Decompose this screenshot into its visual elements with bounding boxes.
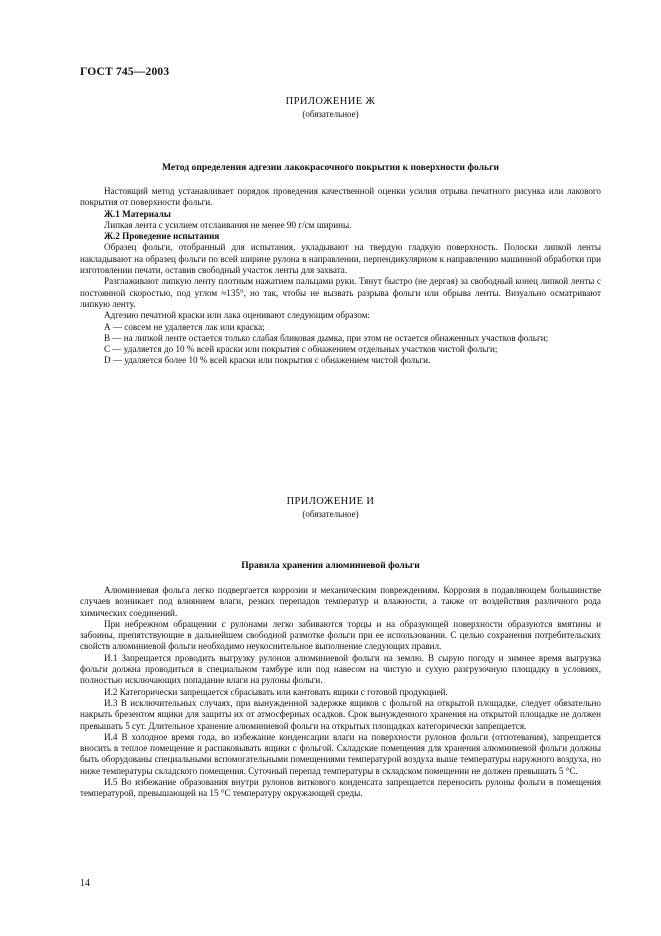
appendix-zh-subtitle: (обязательное): [302, 109, 359, 119]
paragraph: С — удаляется до 10 % всей краски или покрытия с обнажением отдельных участков чистой фольги;: [104, 344, 498, 355]
paragraph: И.3 В исключительных случаях, при вынужденной задержке ящиков с фольгой на открытой площадке, следует обязательно накрыть брезентом ящики для защиты их от атмосферных осадков. Срок вынужденного хранения на открытой площадке не должен превышать 5 сут. Длительное хранение алюминиевой фольги на открытых площадках категорически запрещается.: [80, 697, 601, 731]
paragraph: И.1 Запрещается проводить выгрузку рулонов алюминиевой фольги на землю. В сырую погоду и зимнее время выгрузка фольги должна проводиться в специальном тамбуре или под навесом на чистую и сухую разгрузочную площадку в условиях, полностью исключающих попадание влаги на рулоны фольги.: [80, 652, 601, 686]
paragraph: Образец фольги, отобранный для испытания, укладывают на твердую гладкую поверхность. Полоски липкой ленты накладывают на образец фольги по всей ширине рулона в направлении, перпендикулярном к направлению машинной обработки при изготовлении печати, оставив свободный участок ленты для захвата.: [80, 242, 601, 276]
paragraph: При небрежном обращении с рулонами легко забиваются торцы и на образующей поверхности образуются вмятины и забоины, препятствующие в дальнейшем свободной размотке фольги при ее использовании. С целью сохранения потребительских свойств алюминиевой фольги необходимо неукоснительное выполнение следующих правил.: [80, 618, 601, 652]
paragraph: Алюминиевая фольга легко подвергается коррозии и механическим повреждениям. Коррозия в подавляющем большинстве случаев возникает под влиянием влаги, резких перепадов температур и влажности, а также от воздействия различного рода химических соединений.: [80, 585, 601, 618]
paragraph: В — на липкой ленте остается только слабая бликовая дымка, при этом не остается обнаженных участков фольги;: [104, 332, 549, 343]
paragraph: И.5 Во избежание образования внутри рулонов виткового конденсата запрещается переносить рулоны фольги в помещения температурой, превышающей на 15 °С температуру окружающей среды.: [80, 777, 601, 799]
appendix-zh-heading: Метод определения адгезии лакокрасочного покрытия к поверхности фольги: [161, 162, 500, 173]
subsection-heading: Ж.2 Проведение испытания: [104, 231, 220, 242]
appendix-zh-body: [80, 186, 601, 367]
appendix-i-body: [80, 585, 601, 800]
paragraph: А — совсем не удаляется лак или краска;: [104, 321, 265, 332]
paragraph: Настоящий метод устанавливает порядок проведения качественной оценки усилия отрыва печатного рисунка или лакового покрытия от поверхности фольги.: [80, 186, 601, 208]
standard-header: ГОСТ 745—2003: [80, 66, 170, 78]
appendix-i-heading: Правила хранения алюминиевой фольги: [241, 560, 420, 571]
paragraph: Липкая лента с усилием отслаивания не менее 90 г/см ширины.: [104, 219, 352, 230]
paragraph: И.2 Категорически запрещается сбрасывать или кантовать ящики с готовой продукцией.: [104, 686, 448, 697]
appendix-i-subtitle: (обязательное): [302, 509, 359, 519]
paragraph: И.4 В холодное время года, во избежание конденсации влаги на поверхности рулонов фольги (отпотевания), запрещается вносить в теплое помещение и распаковывать ящики с фольгой. Складские помещения для хранения алюминиевой фольги должны быть оборудованы специальными вспомогательными помещениями температурой воздуха выше температуры наружного воздуха, но ниже температуры складского помещения. Суточный перепад температуры в складском помещении не должен превышать 5 °С.: [80, 731, 601, 776]
appendix-i-title: ПРИЛОЖЕНИЕ И: [286, 496, 375, 507]
paragraph: Разглаживают липкую ленту плотным нажатием пальцами руки. Тянут быстро (не дергая) за свободный конец липкой ленты с постоянной скоростью, под углом ≈135°, но так, чтобы не вызвать разрыва фольги или обрыва ленты. Визуально осматривают липкую ленту.: [80, 276, 601, 309]
paragraph: Адгезию печатной краски или лака оценивают следующим образом:: [104, 310, 370, 321]
paragraph: D — удаляется более 10 % всей краски или покрытия с обнажением чистой фольги.: [104, 355, 431, 366]
appendix-zh-title: ПРИЛОЖЕНИЕ Ж: [285, 96, 376, 107]
page-number: 14: [80, 878, 90, 889]
subsection-heading: Ж.1 Материалы: [104, 208, 171, 219]
